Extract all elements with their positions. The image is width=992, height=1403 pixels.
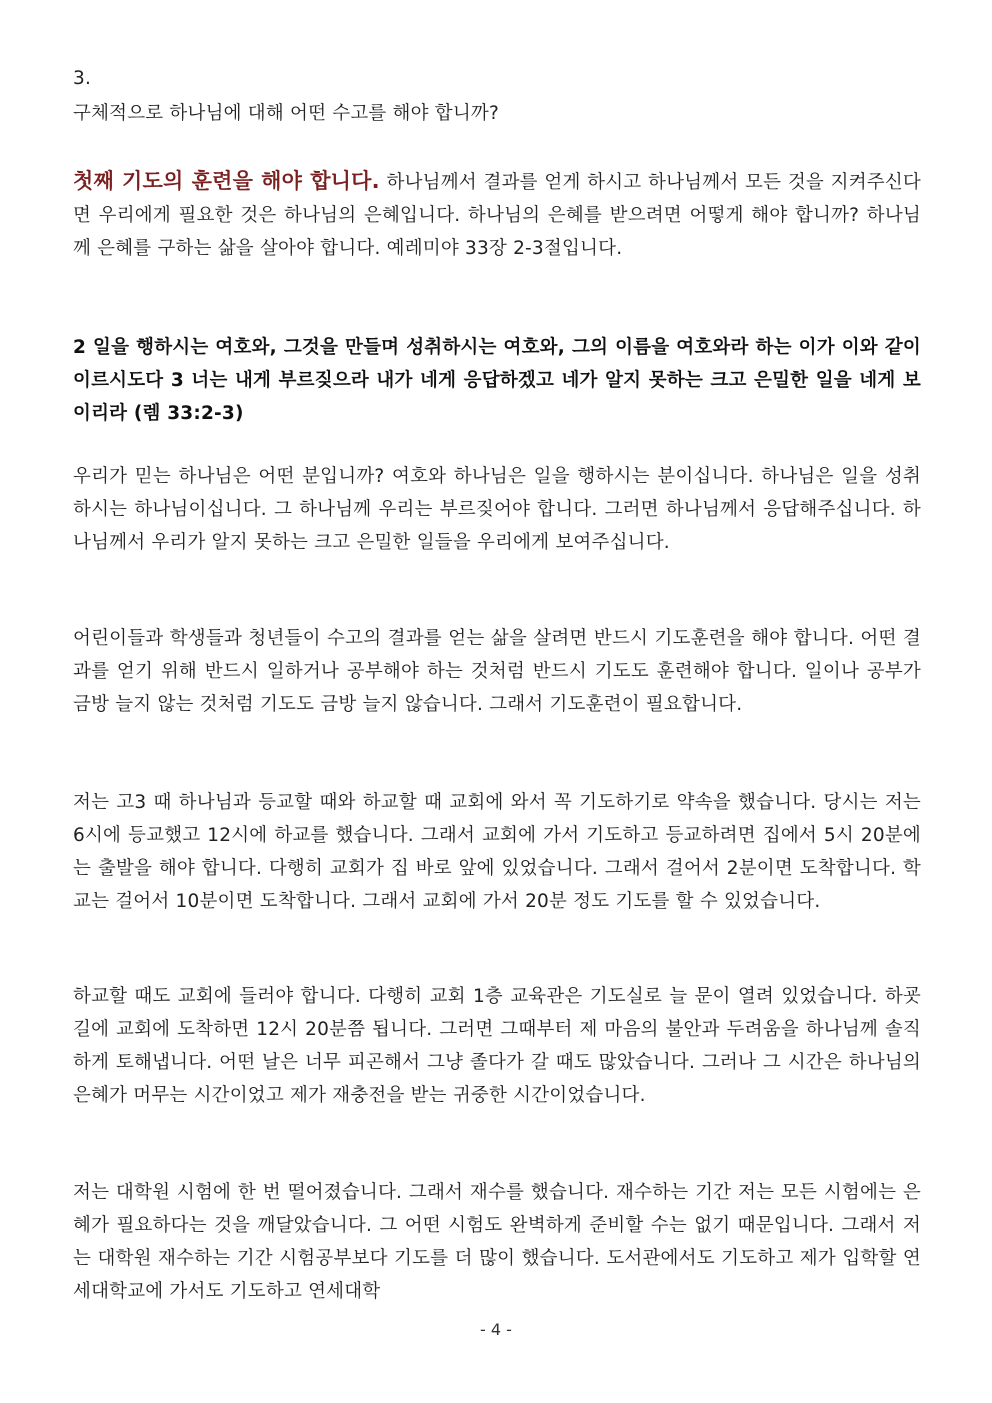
point1-heading: 첫째 기도의 훈련을 해야 합니다. (73, 169, 380, 193)
body-paragraph-2: 어린이들과 학생들과 청년들이 수고의 결과를 얻는 삶을 살려면 반드시 기도훈련을 해야 합니다. 어떤 결과를 얻기 위해 반드시 일하거나 공부해야 하는 것처럼 반드시 기도도 훈련해야 합니다. 일이나 공부가 금방 늘지 않는 것처럼 기도도 금방 늘지 않습니다. 그래서 기도훈련이 필요합니다. (73, 628, 921, 715)
body-paragraph-4: 하교할 때도 교회에 들러야 합니다. 다행히 교회 1층 교육관은 기도실로 늘 문이 열려 있었습니다. 하굣길에 교회에 도착하면 12시 20분쯤 됩니다. 그러면 그때부터 제 마음의 불안과 두려움을 하나님께 솔직하게 토해냅니다. 어떤 날은 너무 피곤해서 그냥 졸다가 갈 때도 많았습니다. 그러나 그 시간은 하나님의 은혜가 머무는 시간이었고 제가 재충전을 받는 귀중한 시간이었습니다. (73, 986, 921, 1106)
body-paragraph-5: 저는 대학원 시험에 한 번 떨어졌습니다. 그래서 재수를 했습니다. 재수하는 기간 저는 모든 시험에는 은혜가 필요하다는 것을 깨달았습니다. 그 어떤 시험도 완벽하게 준비할 수는 없기 때문입니다. 그래서 저는 대학원 재수하는 기간 시험공부보다 기도를 더 많이 했습니다. 도서관에서도 기도하고 제가 입학할 연세대학교에 가서도 기도하고 연세대학 (73, 1182, 921, 1302)
point1-body: 하나님께서 결과를 얻게 하시고 하나님께서 모든 것을 지켜주신다면 우리에게 필요한 것은 하나님의 은혜입니다. 하나님의 은혜를 받으려면 어떻게 해야 합니까? 하나님께 은혜를 구하는 삶을 살아야 합니다. 예레미야 33장 2-3절입니다. (73, 172, 921, 259)
body-paragraph-1: 우리가 믿는 하나님은 어떤 분입니까? 여호와 하나님은 일을 행하시는 분이십니다. 하나님은 일을 성취하시는 하나님이십니다. 그 하나님께 우리는 부르짖어야 합니다. 그러면 하나님께서 응답해주십니다. 하나님께서 우리가 알지 못하는 크고 은밀한 일들을 우리에게 보여주십니다. (73, 466, 921, 553)
page-number: - 4 - (480, 1320, 512, 1339)
body-paragraph-3: 저는 고3 때 하나님과 등교할 때와 하교할 때 교회에 와서 꼭 기도하기로 약속을 했습니다. 당시는 저는 6시에 등교했고 12시에 하교를 했습니다. 그래서 교회에 가서 기도하고 등교하려면 집에서 5시 20분에는 출발을 해야 합니다. 다행히 교회가 집 바로 앞에 있었습니다. 그래서 걸어서 2분이면 도착합니다. 학교는 걸어서 10분이면 도착합니다. 그래서 교회에 가서 20분 정도 기도를 할 수 있었습니다. (73, 792, 921, 912)
section-number: 3. (73, 68, 92, 89)
scripture-quote: 2 일을 행하시는 여호와, 그것을 만들며 성취하시는 여호와, 그의 이름을 여호와라 하는 이가 이와 같이 이르시도다 3 너는 내게 부르짖으라 내가 네게 응답하겠고 네가 알지 못하는 크고 은밀한 일을 네게 보이리라 (렘 33:2-3) (73, 337, 921, 424)
section-question: 구체적으로 하나님에 대해 어떤 수고를 해야 합니까? (73, 103, 499, 124)
point1-paragraph (73, 165, 921, 265)
